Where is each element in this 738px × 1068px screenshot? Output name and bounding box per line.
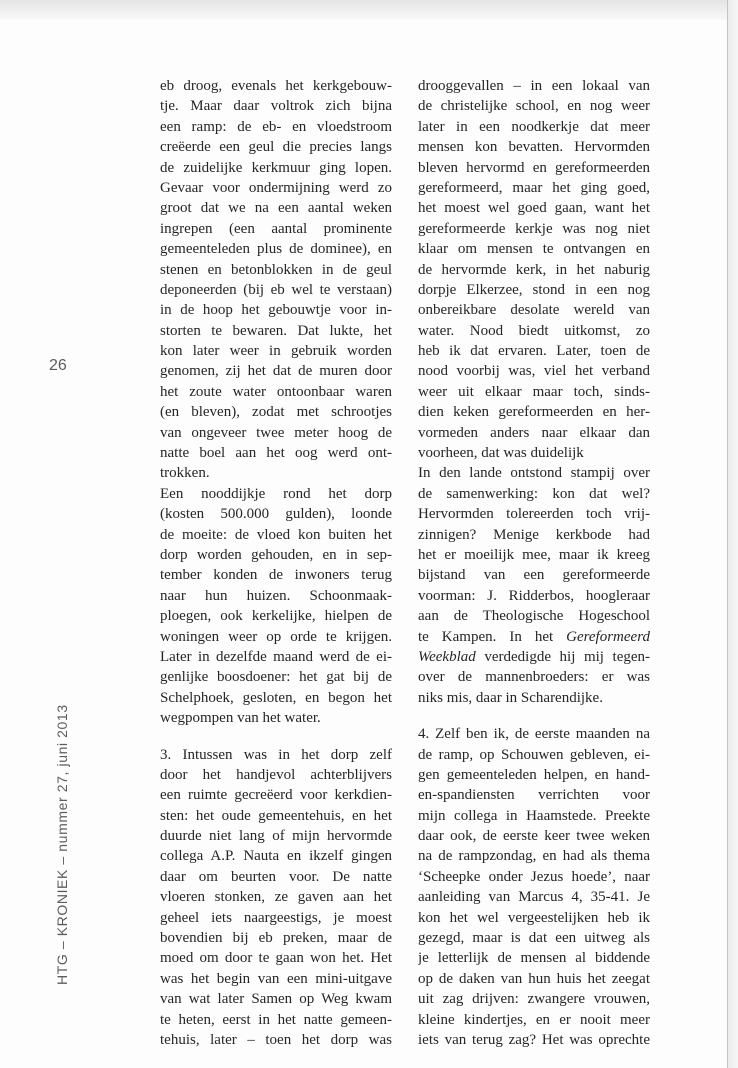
- text-line: de christelijke school, en nog weer: [418, 98, 650, 115]
- text-line: geheel iets naargeestigs, je moest: [160, 909, 392, 926]
- text-line: van ongeveer twee meter hoog de: [160, 424, 392, 441]
- text-line: kon het wel vergeestelijken heb ik: [418, 909, 650, 926]
- text-line: het er moeilijk mee, maar ik kreeg: [418, 546, 650, 563]
- text-line: ploegen, ook kerkelijke, hielpen de: [160, 608, 392, 625]
- left-column: [160, 76, 392, 1050]
- text-line: uit zag drijven: zwangere vrouwen,: [418, 991, 650, 1008]
- text-line: mensen kon bevatten. Hervormden: [418, 139, 650, 156]
- text-line: natte boel aan het oog werd ont-: [160, 445, 392, 462]
- text-line: dien keken gereformeerden en her-: [418, 404, 650, 421]
- right-column: [418, 76, 650, 1050]
- text-line: gereformeerde kerkje was nog niet: [418, 220, 650, 237]
- text-line: en-spandiensten verrichten voor: [418, 787, 650, 804]
- text-line: stenen en betonblokken in de geul: [160, 261, 392, 278]
- text-line: duurde niet lang of mijn hervormde: [160, 828, 392, 845]
- text-line: genlijke boosdoener: het gat bij de: [160, 669, 392, 686]
- text-line: deponeerden (bij eb wel te verstaan): [160, 281, 392, 298]
- text-line: 4. Zelf ben ik, de eerste maanden na: [418, 726, 650, 743]
- text-line: heb ik dat ervaren. Later, toen de: [418, 343, 650, 360]
- text-line: dorpje Elkerzee, stond in een nog: [418, 281, 650, 298]
- text-line: iets van terug zag? Het was oprechte: [418, 1031, 650, 1048]
- text-line: gereformeerd, maar het ging goed,: [418, 179, 650, 196]
- text-line: in de hoop het gebouwtje voor in-: [160, 302, 392, 319]
- numbered-section-paragraph: [418, 724, 650, 1050]
- text-line: op de daken van hun huis het zeegat: [418, 970, 650, 987]
- page-number: 26: [49, 357, 67, 374]
- text-line: voorheen, dat was duidelijk: [418, 445, 584, 462]
- text-segment: te Kampen. In het: [418, 628, 567, 645]
- text-line: eb droog, evenals het kerkgebouw-: [160, 78, 392, 94]
- text-line: tehuis, later – toen het dorp was: [160, 1031, 392, 1048]
- text-line: genomen, zij het dat de muren door: [160, 363, 392, 380]
- text-line: mijn collega in Haamstede. Preekte: [418, 807, 650, 824]
- text-line: een ramp: de eb- en vloedstroom: [160, 118, 392, 135]
- text-line: naar hun huizen. Schoonmaak-: [160, 587, 392, 604]
- text-line: drooggevallen – in een lokaal van: [418, 78, 650, 94]
- text-line: klaar om mensen te ontvangen en: [418, 241, 650, 258]
- text-line: vormeden anders naar elkaar dan: [418, 424, 650, 441]
- paragraph: [160, 484, 392, 729]
- text-line: de hervormde kerk, in het naburig: [418, 261, 650, 278]
- text-line: [418, 647, 650, 667]
- text-line: zinnigen? Menige kerkbode had: [418, 526, 650, 543]
- text-line: het moest wel goed gaan, want het: [418, 200, 650, 217]
- text-line: In den lande ontstond stampij over: [418, 465, 650, 482]
- text-line: door het handjevol achterblijvers: [160, 766, 392, 783]
- text-line: 3. Intussen was in het dorp zelf: [160, 746, 392, 763]
- numbered-section-paragraph: [160, 745, 392, 1051]
- text-line: kon later weer in gebruik worden: [160, 343, 392, 360]
- paragraph: [160, 76, 392, 484]
- text-line: over de mannenbroeders: er was: [418, 669, 650, 686]
- italic-publication-title: Weekblad: [418, 648, 476, 665]
- text-line: het zoute water ontoonbaar waren: [160, 383, 392, 400]
- text-line: de moeite: de vloed kon buiten het: [160, 526, 392, 543]
- italic-publication-title: Gereformeerd: [566, 628, 650, 645]
- text-line: daar ook, de eerste keer twee weken: [418, 828, 650, 845]
- text-line: aanleiding van Marcus 4, 35-41. Je: [418, 889, 650, 906]
- text-line: de zuidelijke kerkmuur ging lopen.: [160, 159, 392, 176]
- text-line: de ramp, op Schouwen gebleven, ei-: [418, 746, 650, 763]
- text-line: was het begin van een mini-uitgave: [160, 970, 392, 987]
- text-line: Schelphoek, gesloten, en begon het: [160, 689, 392, 706]
- scan-top-shadow: [0, 0, 738, 20]
- text-line: later in een noodkerkje dat meer: [418, 118, 650, 135]
- text-line: gen gemeenteleden helpen, en hand-: [418, 766, 650, 783]
- text-line: na de rampzondag, en had als thema: [418, 848, 650, 865]
- running-footer: HTG – KRONIEK – nummer 27, juni 2013: [54, 704, 70, 985]
- text-line: Hervormden tolereerden toch vrij-: [418, 506, 650, 523]
- text-line: te heten, eerst in het natte gemeen-: [160, 1011, 392, 1028]
- text-line: storten te bewaren. Dat lukte, het: [160, 322, 392, 339]
- text-line: moed om door te gaan won het. Het: [160, 950, 392, 967]
- text-line: vloeren stonken, ze gaven aan het: [160, 889, 392, 906]
- text-line: je letterlijk de mensen al biddende: [418, 950, 650, 967]
- text-line: woningen weer op orde te krijgen.: [160, 628, 392, 645]
- text-line: kleine kindertjes, en er nooit meer: [418, 1011, 650, 1028]
- text-line: van wat later Samen op Weg kwam: [160, 991, 392, 1008]
- text-line: voorman: J. Ridderbos, hoogleraar: [418, 587, 650, 604]
- text-line: Een nooddijkje rond het dorp: [160, 485, 392, 502]
- text-line: ‘Scheepke onder Jezus hoede’, naar: [418, 868, 650, 885]
- text-line: wegpompen van het water.: [160, 710, 321, 727]
- text-line: een ruimte gecreëerd voor kerkdien-: [160, 787, 392, 804]
- text-line: bovendien bij eb preken, maar de: [160, 930, 392, 947]
- text-line: Gevaar voor ondermijning werd zo: [160, 179, 392, 196]
- text-segment: verdedigde hij mij tegen-: [475, 648, 650, 665]
- text-line: ingrepen (een aantal prominente: [160, 220, 392, 237]
- text-line: weer uit elkaar maar toch, sinds-: [418, 383, 650, 400]
- paragraph: [418, 76, 650, 463]
- text-line: water. Nood biedt uitkomst, zo: [418, 322, 650, 339]
- text-line: sten: het oude gemeentehuis, en het: [160, 807, 392, 824]
- text-line: Later in dezelfde maand werd de ei-: [160, 648, 392, 665]
- text-line: tje. Maar daar voltrok zich bijna: [160, 98, 392, 115]
- text-line: gemeenteleden plus de dominee), en: [160, 241, 392, 258]
- text-line: (en bleven), zodat met schrootjes: [160, 404, 392, 421]
- text-line: [418, 627, 650, 647]
- text-line: de samenwerking: kon dat wel?: [418, 485, 650, 502]
- text-line: creëerde een geul die precies langs: [160, 139, 392, 156]
- text-line: onbereikbare desolate wereld van: [418, 302, 650, 319]
- text-line: bijstand van een gereformeerde: [418, 567, 650, 584]
- text-line: (kosten 500.000 gulden), loonde: [160, 506, 392, 523]
- text-line: niks mis, daar in Scharendijke.: [418, 689, 603, 706]
- text-line: bleven hervormd en gereformeerden: [418, 159, 650, 176]
- text-line: groot dat we na een aantal weken: [160, 200, 392, 217]
- text-line: collega A.P. Nauta en ikzelf gingen: [160, 848, 392, 865]
- text-line: daar om beurten voor. De natte: [160, 868, 392, 885]
- text-line: dorp worden gehouden, en in sep-: [160, 546, 392, 563]
- text-line: tember konden de inwoners terug: [160, 567, 392, 584]
- text-line: trokken.: [160, 465, 210, 482]
- text-line: nood voorbij was, viel het verband: [418, 363, 650, 380]
- text-line: aan de Theologische Hogeschool: [418, 608, 650, 625]
- text-line: gezegd, maar is dat een uitweg als: [418, 930, 650, 947]
- paragraph: [418, 463, 650, 708]
- page-edge: [727, 0, 738, 1068]
